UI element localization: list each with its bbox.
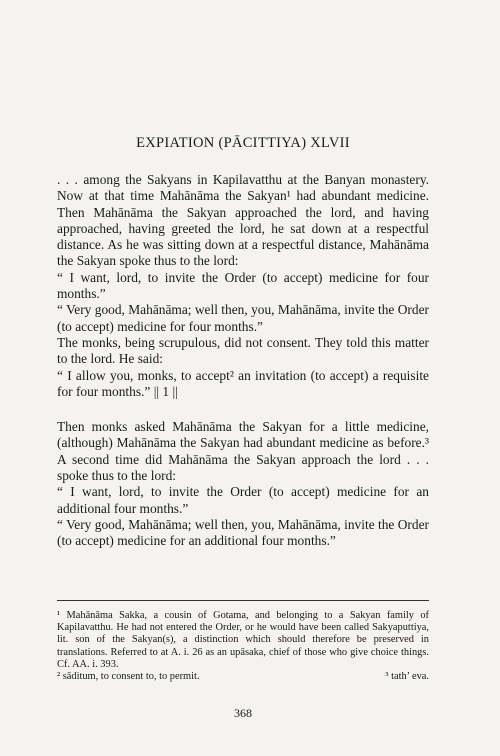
page-number: 368 bbox=[234, 706, 252, 720]
paragraph: Then monks asked Mahānāma the Sakyan for a little medicine, (although) Mahānāma the Sakyan had abundant medicine as before.³ A second time did Mahānāma the Sakyan approach the lord . . . spoke thus to the lord: bbox=[57, 419, 429, 484]
main-text bbox=[57, 172, 429, 550]
footnote-row bbox=[57, 671, 429, 683]
section-gap bbox=[57, 400, 429, 419]
paragraph: “ Very good, Mahānāma; well then, you, Mahānāma, invite the Order (to accept) medicine for four months.” bbox=[57, 302, 429, 334]
footnote: ² sāditum, to consent to, to permit. bbox=[57, 671, 200, 683]
footnote: ¹ Mahānāma Sakka, a cousin of Gotama, and belonging to a Sakyan family of Kapilavatthu. He had not entered the Order, or he would have been called Sakyaputtiya, lit. son of the Sakyan(s), a distinction which should therefore be preserved in translations. Referred to at A. i. 26 as an upāsaka, chief of those who give choice things. Cf. AA. i. 393. bbox=[57, 610, 429, 670]
footnote-divider bbox=[57, 600, 429, 601]
paragraph: The monks, being scrupulous, did not consent. They told this matter to the lord. He said: bbox=[57, 334, 429, 367]
paragraph: “ I want, lord, to invite the Order (to accept) medicine for an additional four months.” bbox=[57, 484, 429, 516]
footnotes bbox=[57, 610, 429, 683]
paragraph: “ Very good, Mahānāma; well then, you, Mahānāma, invite the Order (to accept) medicine for an additional four months.” bbox=[57, 516, 429, 549]
paragraph: “ I want, lord, to invite the Order (to accept) medicine for four months.” bbox=[57, 269, 429, 302]
footnote: ³ tath’ eva. bbox=[385, 671, 429, 683]
paragraph: . . . among the Sakyans in Kapilavatthu at the Banyan monastery. Now at that time Mahānāma the Sakyan¹ had abundant medicine. Then Mahānāma the Sakyan approached the lord, and having approached, having greeted the lord, he sat down at a respectful distance. As he was sitting down at a respectful distance, Mahānāma the Sakyan spoke thus to the lord: bbox=[57, 172, 429, 269]
paragraph: “ I allow you, monks, to accept² an invitation (to accept) a requisite for four months.” || 1 || bbox=[57, 367, 429, 399]
chapter-heading: EXPIATION (PĀCITTIYA) XLVII bbox=[136, 135, 350, 151]
